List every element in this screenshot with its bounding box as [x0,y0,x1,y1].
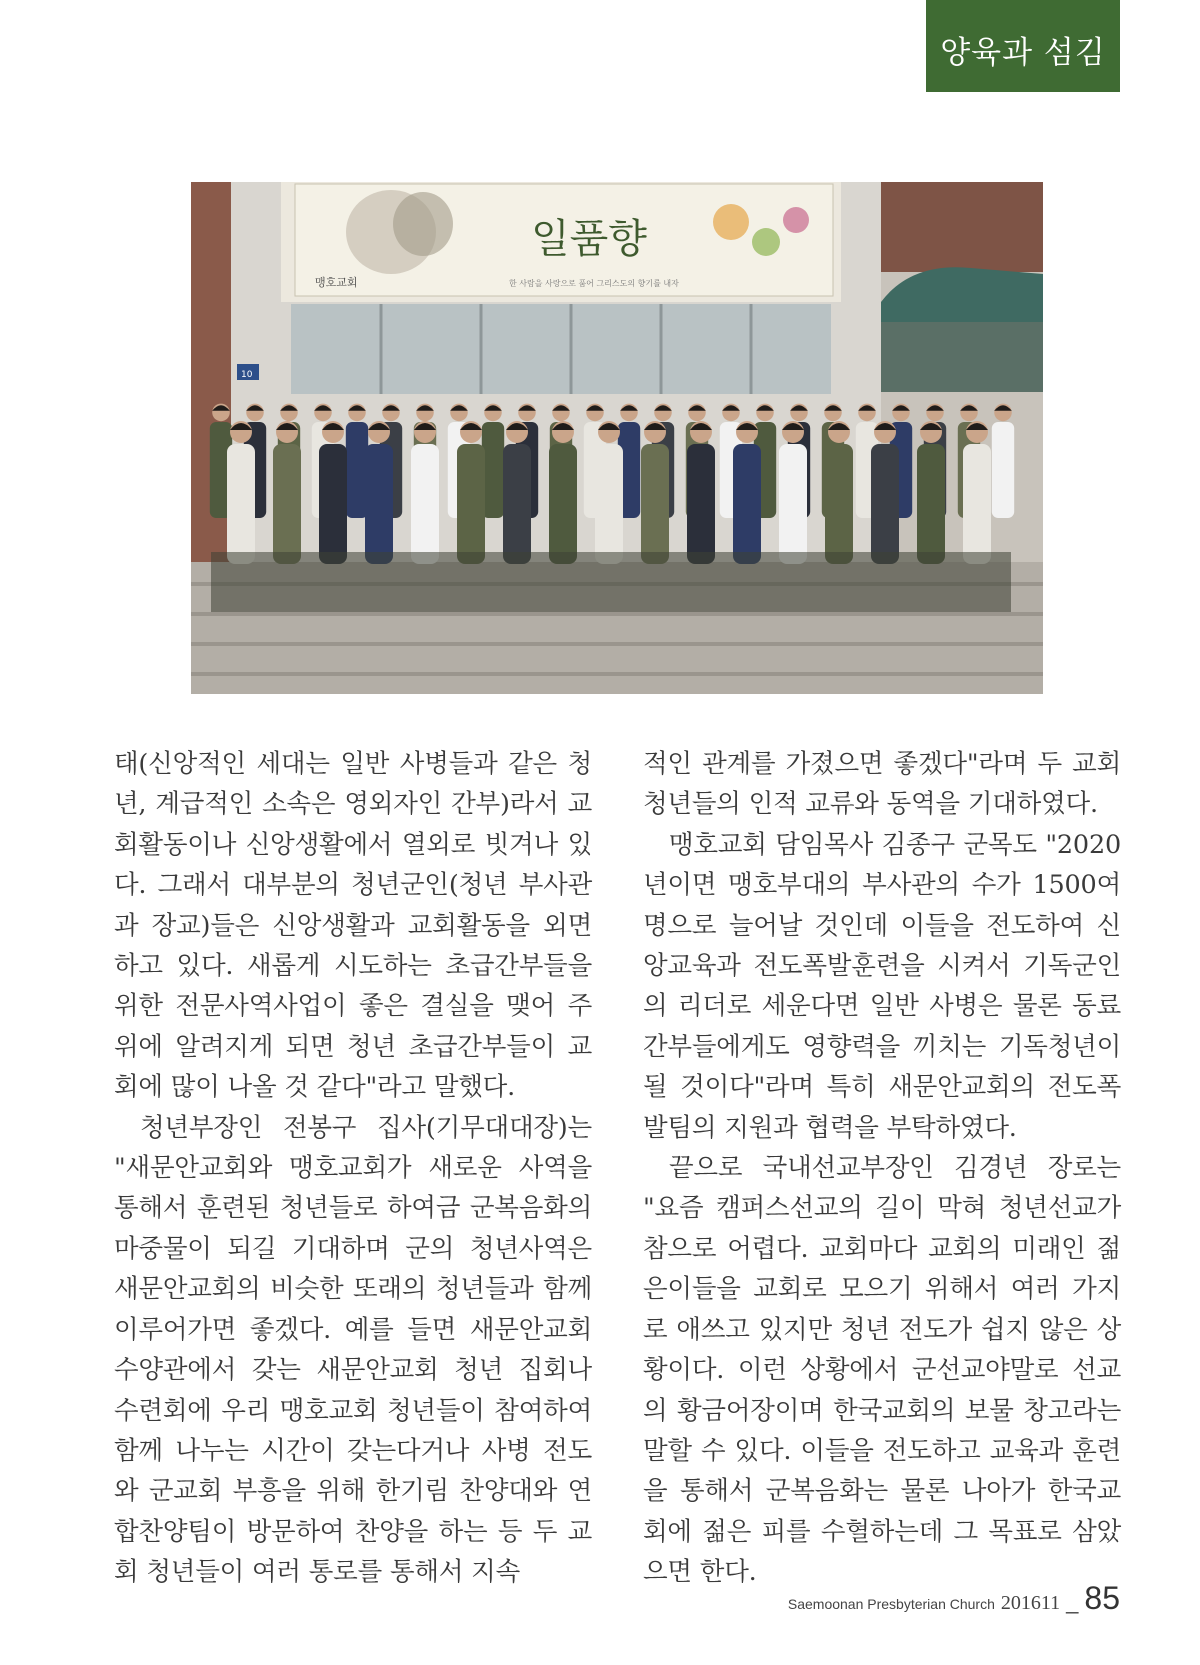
section-title: 양육과 섬김 [940,35,1106,71]
article-paragraph: 맹호교회 담임목사 김종구 군목도 "2020년이면 맹호부대의 부사관의 수가 1500여 명으로 늘어날 것인데 이들을 전도하여 신앙교육과 전도폭발훈련을 시켜서 기독군인의 리더로 세운다면 일반 사병은 물론 동료 간부들에게도 영향력을 끼치는 기독청년이 될 것이다"라며 특히 새문안교회의 전도폭발팀의 지원과 협력을 부탁하였다. [643,829,1121,1143]
section-title-tab [926,0,1120,92]
article-column-right [643,744,1121,1593]
group-of-people [210,404,1014,612]
article-column-left [114,744,592,1593]
page-number: 85 [1084,1580,1120,1616]
article-paragraph: 청년부장인 전봉구 집사(기무대대장)는 "새문안교회와 맹호교회가 새로운 사역을 통해서 훈련된 청년들로 하여금 군복음화의 마중물이 되길 기대하며 군의 청년사역은 새문안교회의 비슷한 또래의 청년들과 함께 이루어가면 좋겠다. 예를 들면 새문안교회 수양관에서 갖는 새문안교회 청년 집회나 수련회에 우리 맹호교회 청년들이 참여하여 함께 나누는 시간이 갖는다거나 사병 전도와 군교회 부흥을 위해 한기림 찬양대와 연합찬양팀이 방문하여 찬양을 하는 등 두 교회 청년들이 여러 통로를 통해서 지속 [114,1112,592,1588]
banner-church-name: 맹호교회 [315,276,358,289]
article-paragraph: 태(신앙적인 세대는 일반 사병들과 같은 청년, 계급적인 소속은 영외자인 간부)라서 교회활동이나 신앙생활에서 열외로 빗겨나 있다. 그래서 대부분의 청년군인(청년 부사관과 장교)들은 신앙생활과 교회활동을 외면하고 있다. 새롭게 시도하는 초급간부들을 위한 전문사역사업이 좋은 결실을 맺어 주위에 알려지게 되면 청년 초급간부들이 교회에 많이 나올 것 같다"라고 말했다. [114,749,592,1103]
footer-church-name: Saemoonan Presbyterian Church [787,1596,995,1612]
banner-tagline: 한 사람을 사랑으로 품어 그리스도의 향기를 내자 [509,279,679,288]
group-photo [191,182,1043,694]
page-footer [788,1580,1120,1617]
building-number: 10 [241,370,253,380]
footer-issue: 201611 [1000,1592,1061,1614]
banner-title: 일품향 [531,216,647,262]
article-paragraph: 끝으로 국내선교부장인 김경년 장로는 "요즘 캠퍼스선교의 길이 막혀 청년선교가 참으로 어렵다. 교회마다 교회의 미래인 젊은이들을 교회로 모으기 위해서 여러 가지로 애쓰고 있지만 청년 전도가 쉽지 않은 상황이다. 이런 상황에서 군선교야말로 선교의 황금어장이며 한국교회의 보물 창고라는 말할 수 있다. 이들을 전도하고 교육과 훈련을 통해서 군복음화는 물론 나아가 한국교회에 젊은 피를 수혈하는데 그 목표로 삼았으면 한다. [643,1153,1121,1588]
article-paragraph: 적인 관계를 가졌으면 좋겠다"라며 두 교회 청년들의 인적 교류와 동역을 기대하였다. [643,749,1121,820]
footer-separator: _ [1066,1589,1079,1614]
